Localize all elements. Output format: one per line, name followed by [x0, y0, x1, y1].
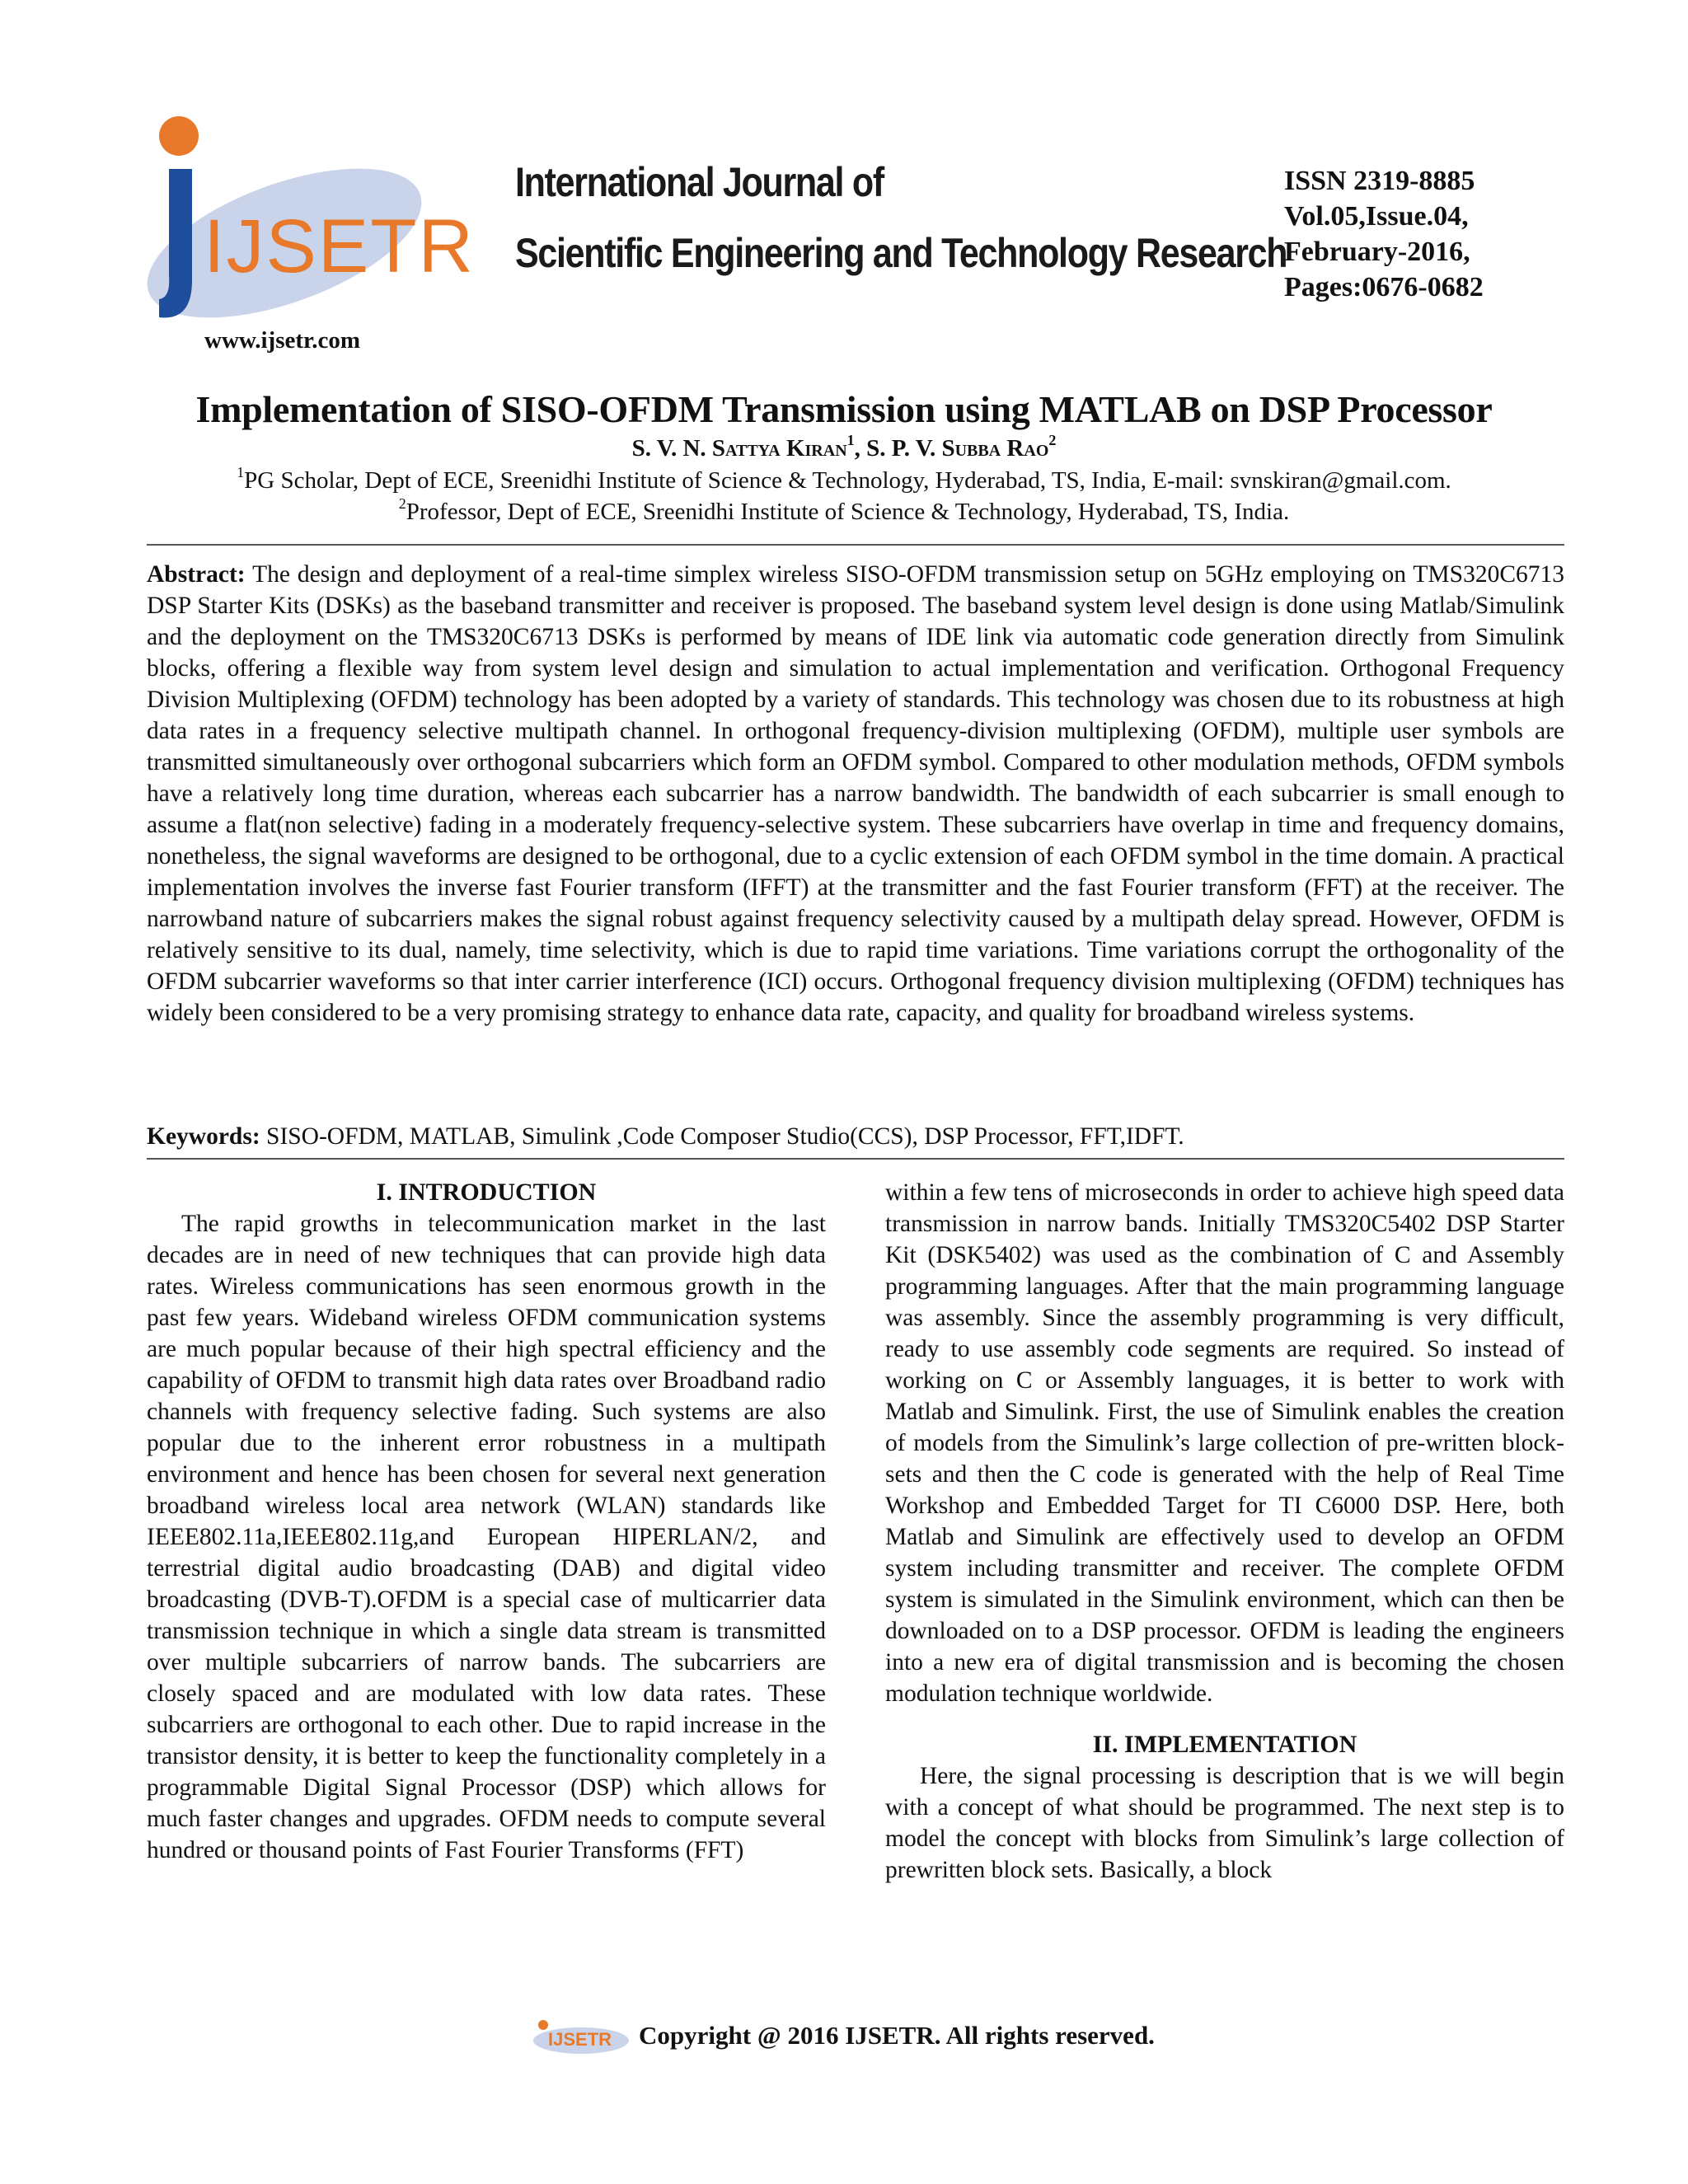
author-1: S. V. N. Sattya Kiran: [631, 435, 847, 462]
intro-paragraph-1: The rapid growths in telecommunication market in the last decades are in need of new techniques that can provide high data rates. Wireless communications has seen enormous growth in the past few years. Wideband wireless OFDM communication systems are much popular because of their high spectral efficiency and the capability of OFDM to transmit high data rates over Broadband radio channels with frequency selective fading. Such systems are also popular due to the inherent error robustness in a multipath environment and hence has been chosen for several next generation broadband wireless local area network (WLAN) standards like IEEE802.11a,IEEE802.11g,and European HIPERLAN/2, and terrestrial digital audio broadcasting (DAB) and digital video broadcasting (DVB-T).OFDM is a special case of multicarrier data transmission technique in which a single data stream is transmitted over multiple subcarriers of narrow bands. The subcarriers are closely spaced and are modulated with low data rates. These subcarriers are orthogonal to each other. Due to rapid increase in the transistor density, it is better to keep the functionality completely in a programmable Digital Signal Processor (DSP) which allows for much faster changes and upgrades. OFDM needs to compute several hundred or thousand points of Fast Fourier Transforms (FFT): [147, 1211, 826, 1863]
keywords-label: Keywords:: [147, 1123, 260, 1150]
section-heading-introduction: I. INTRODUCTION: [376, 1179, 597, 1206]
footer-logo-dot: [538, 2020, 548, 2030]
column-right: [885, 1177, 1564, 1886]
column-left: [147, 1177, 826, 1866]
author-1-affiliation-mark: 1: [846, 431, 855, 448]
logo-dot: [159, 116, 199, 156]
website-link[interactable]: www.ijsetr.com: [204, 327, 360, 354]
logo-text: IJSETR: [204, 204, 475, 288]
divider-top: [147, 544, 1564, 546]
abstract: [147, 559, 1564, 1029]
journal-title-line1: International Journal of: [515, 159, 884, 205]
copyright-text: Copyright @ 2016 IJSETR. All rights reserved.: [639, 2021, 1155, 2050]
issue-date: February-2016,: [1284, 237, 1470, 267]
intro-paragraph-2: within a few tens of microseconds in order to achieve high speed data transmission in narrow bands. Initially TMS320C5402 DSP Starter Kit (DSK5402) was used as the combination of C and Assembly programming languages. After that the main programming language was assembly. Since the assembly programming is very difficult, ready to use assembly code segments are required. So instead of working on C or Assembly languages, it is better to work with Matlab and Simulink. First, the use of Simulink enables the creation of models from the Simulink’s large collection of pre-written block-sets and then the C code is generated with the help of Real Time Workshop and Embedded Target for TI C6000 DSP. Here, both Matlab and Simulink are effectively used to develop an OFDM system including transmitter and receiver. The complete OFDM system is simulated in the Simulink environment, which can then be downloaded on to a DSP processor. OFDM is leading the engineers into a new era of digital transmission and is becoming the chosen modulation technique worldwide.: [885, 1179, 1564, 1707]
footer: [0, 2018, 1688, 2059]
affiliation-1: [0, 463, 1688, 494]
journal-title: [515, 147, 1287, 288]
paper-title: Implementation of SISO-OFDM Transmission using MATLAB on DSP Processor: [195, 388, 1493, 430]
section-heading-implementation: II. IMPLEMENTATION: [1092, 1731, 1357, 1758]
author-2-affiliation-mark: 2: [1048, 431, 1057, 448]
abstract-label: Abstract:: [147, 561, 246, 588]
volume-issue: Vol.05,Issue.04,: [1284, 201, 1469, 232]
page-range: Pages:0676-0682: [1284, 272, 1484, 302]
footer-logo-text: IJSETR: [548, 2029, 612, 2050]
author-2: S. P. V. Subba Rao: [866, 435, 1049, 462]
affiliation-2: [0, 494, 1688, 526]
author-list: [0, 431, 1688, 462]
journal-title-line2: Scientific Engineering and Technology Research: [515, 230, 1287, 276]
author-separator: ,: [854, 435, 867, 462]
affiliation-2-mark: 2: [398, 494, 406, 512]
divider-bottom: [147, 1158, 1564, 1160]
abstract-text: The design and deployment of a real-time simplex wireless SISO-OFDM transmission setup on 5GHz employing on TMS320C6713 DSP Starter Kits (DSKs) as the baseband transmitter and receiver is proposed. The baseband system level design is done using Matlab/Simulink and the deployment on the TMS320C6713 DSKs is performed by means of IDE link via automatic code generation directly from Simulink blocks, offering a flexible way from system level design and simulation to actual implementation and verification. Orthogonal Frequency Division Multiplexing (OFDM) technology has been adopted by a variety of standards. This technology was chosen due to its robustness at high data rates in a frequency selective multipath channel. In orthogonal frequency-division multiplexing (OFDM), multiple user symbols are transmitted simultaneously over orthogonal subcarriers which form an OFDM symbol. Compared to other modulation methods, OFDM symbols have a relatively long time duration, whereas each subcarrier has a narrow bandwidth. The bandwidth of each subcarrier is small enough to assume a flat(non selective) fading in a moderately frequency-selective system. These subcarriers have overlap in time and frequency domains, nonetheless, the signal waveforms are designed to be orthogonal, due to a cyclic extension of each OFDM symbol in the time domain. A practical implementation involves the inverse fast Fourier transform (IFFT) at the transmitter and the fast Fourier transform (FFT) at the receiver. The narrowband nature of subcarriers makes the signal robust against frequency selectivity caused by a multipath delay spread. However, OFDM is relatively sensitive to its dual, namely, time selectivity, which is due to rapid time variations. Time variations corrupt the orthogonality of the OFDM subcarrier waveforms so that inter carrier interference (ICI) occurs. Orthogonal frequency division multiplexing (OFDM) techniques has widely been considered to be a very promising strategy to enhance data rate, capacity, and quality for broadband wireless systems.: [147, 561, 1564, 1026]
footer-logo: [533, 2018, 631, 2059]
affiliation-1-text: PG Scholar, Dept of ECE, Sreenidhi Institute of Science & Technology, Hyderabad, TS, India, E-mail: svnskiran@gmail.com.: [244, 467, 1451, 494]
journal-logo: [144, 111, 475, 334]
affiliation-1-mark: 1: [237, 463, 245, 480]
keywords-text: SISO-OFDM, MATLAB, Simulink ,Code Composer Studio(CCS), DSP Processor, FFT,IDFT.: [266, 1123, 1184, 1150]
issn-block: [1284, 163, 1484, 305]
affiliation-2-text: Professor, Dept of ECE, Sreenidhi Institute of Science & Technology, Hyderabad, TS, India.: [406, 499, 1290, 525]
implementation-paragraph-1: Here, the signal processing is description that is we will begin with a concept of what should be programmed. The next step is to model the concept with blocks from Simulink’s large collection of prewritten block sets. Basically, a block: [885, 1763, 1564, 1883]
keywords: [147, 1121, 1564, 1152]
issn: ISSN 2319-8885: [1284, 166, 1475, 196]
